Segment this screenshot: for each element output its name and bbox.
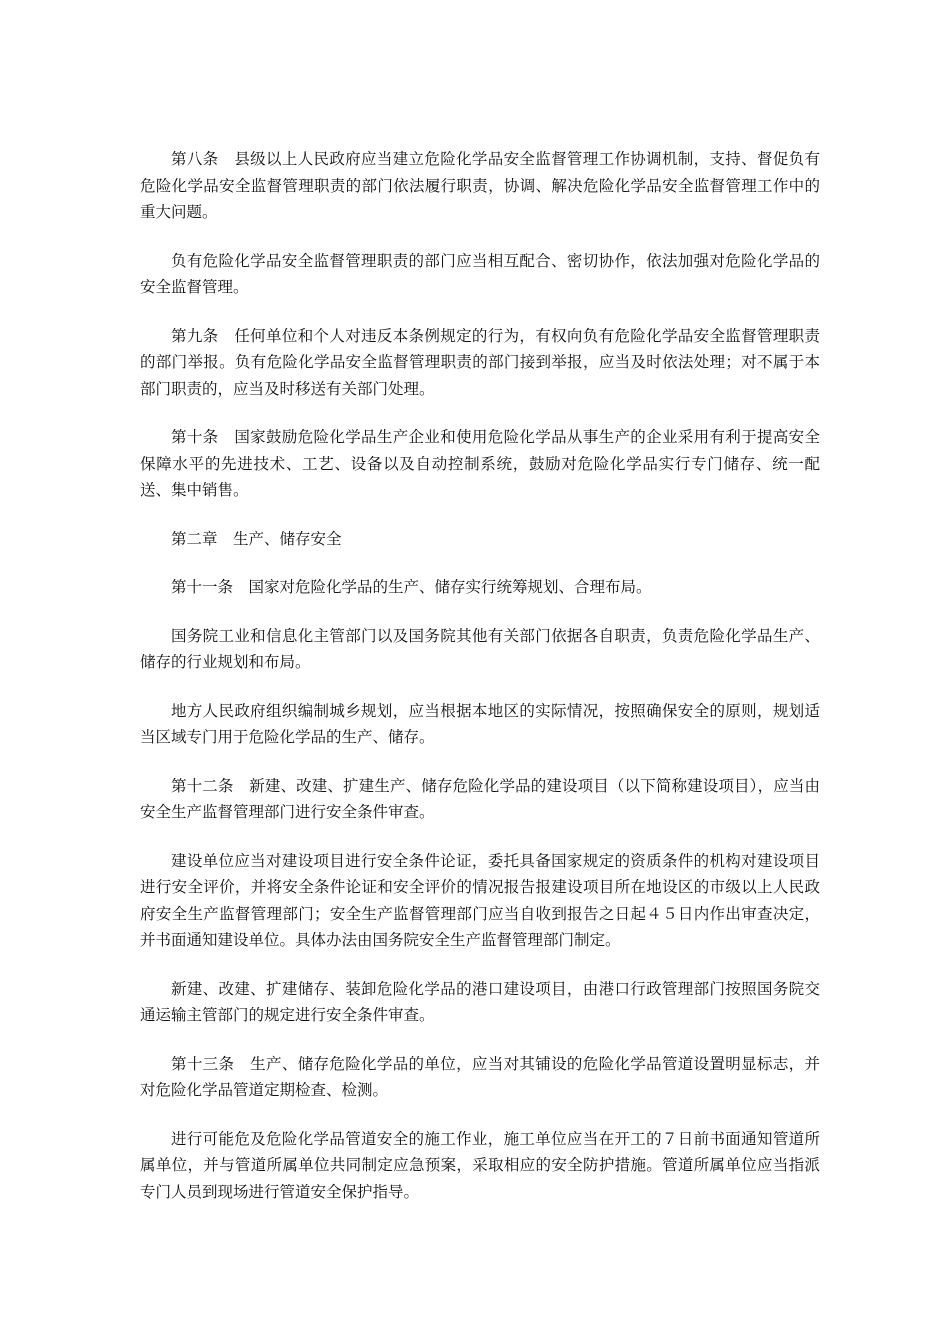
paragraph-article-12-cont-2: 新建、改建、扩建储存、装卸危险化学品的港口建设项目，由港口行政管理部门按照国务院交通运输主管部门的规定进行安全条件审查。	[140, 979, 820, 1024]
paragraph-article-9: 第九条 任何单位和个人对违反本条例规定的行为，有权向负有危险化学品安全监督管理职责的部门举报。负有危险化学品安全监督管理职责的部门接到举报，应当及时依法处理；对不属于本部门职责的，应当及时移送有关部门处理。	[140, 326, 820, 398]
paragraph-article-13-cont: 进行可能危及危险化学品管道安全的施工作业，施工单位应当在开工的７日前书面通知管道所属单位，并与管道所属单位共同制定应急预案，采取相应的安全防护措施。管道所属单位应当指派专门人员到现场进行管道安全保护指导。	[140, 1129, 820, 1201]
paragraph-article-13: 第十三条 生产、储存危险化学品的单位，应当对其铺设的危险化学品管道设置明显标志，并对危险化学品管道定期检查、检测。	[140, 1054, 820, 1099]
paragraph-article-12-cont-1: 建设单位应当对建设项目进行安全条件论证，委托具备国家规定的资质条件的机构对建设项目进行安全评价，并将安全条件论证和安全评价的情况报告报建设项目所在地设区的市级以上人民政府安全生产监督管理部门；安全生产监督管理部门应当自收到报告之日起４５日内作出审查决定，并书面通知建设单位。具体办法由国务院安全生产监督管理部门制定。	[140, 851, 820, 949]
chapter-heading: 第二章 生产、储存安全	[171, 529, 342, 548]
paragraph-article-8: 第八条 县级以上人民政府应当建立危险化学品安全监督管理工作协调机制，支持、督促负有危险化学品安全监督管理职责的部门依法履行职责，协调、解决危险化学品安全监督管理工作中的重大问题。	[140, 150, 820, 221]
paragraph-article-11-cont-2: 地方人民政府组织编制城乡规划，应当根据本地区的实际情况，按照确保安全的原则，规划适当区域专门用于危险化学品的生产、储存。	[140, 701, 820, 746]
paragraph-article-12: 第十二条 新建、改建、扩建生产、储存危险化学品的建设项目（以下简称建设项目），应当由安全生产监督管理部门进行安全条件审查。	[140, 776, 820, 821]
paragraph-article-11: 第十一条 国家对危险化学品的生产、储存实行统筹规划、合理布局。	[171, 578, 652, 596]
paragraph-article-11-cont-1: 国务院工业和信息化主管部门以及国务院其他有关部门依据各自职责，负责危险化学品生产、储存的行业规划和布局。	[140, 626, 820, 671]
paragraph-article-10: 第十条 国家鼓励危险化学品生产企业和使用危险化学品从事生产的企业采用有利于提高安全保障水平的先进技术、工艺、设备以及自动控制系统，鼓励对危险化学品实行专门储存、统一配送、集中销售。	[140, 428, 820, 499]
document-body	[140, 146, 820, 1227]
paragraph-article-8-cont: 负有危险化学品安全监督管理职责的部门应当相互配合、密切协作，依法加强对危险化学品的安全监督管理。	[140, 251, 820, 296]
